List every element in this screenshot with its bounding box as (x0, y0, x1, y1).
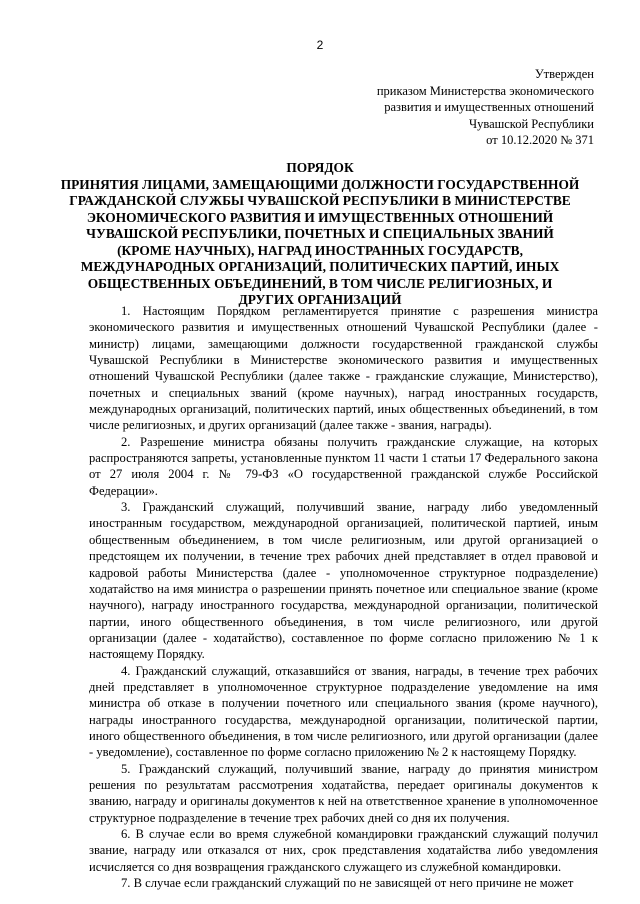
paragraph-7: 7. В случае если гражданский служащий по не зависящей от него причине не может (121, 876, 574, 891)
paragraph-1: 1. Настоящим Порядком регламентируется принятие с разрешения министра экономического развития и имущественных отношений Чувашской Республики (далее - министр) лицами, замещающими должности государственной гражданской службы Чувашской Республики в Министерстве экономического развития и имущественных отношений Чувашской Республики (далее также - гражданские служащие, Министерство), почетных и специальных званий (кроме научных), наград иностранных государств, международных организаций, политических партий, иных общественных объединений, в том числе религиозных, и других организаций (далее также - звания, награды). (89, 304, 598, 433)
title-line: ПОРЯДОК (286, 160, 354, 175)
title-line: ПРИНЯТИЯ ЛИЦАМИ, ЗАМЕЩАЮЩИМИ ДОЛЖНОСТИ ГОСУДАРСТВЕННОЙ (60, 176, 580, 192)
approval-line: Утвержден (534, 67, 594, 81)
paragraph-6: 6. В случае если во время служебной командировки гражданский служащий получил звание, награду или отказался от них, срок представления ходатайства либо уведомления исчисляется со дня возвращения гражданского служащего из служебной командировки. (89, 827, 598, 874)
document-body (89, 303, 598, 891)
title-line: ДРУГИХ ОРГАНИЗАЦИЙ (238, 292, 402, 307)
paragraph-3: 3. Гражданский служащий, получивший звание, награду либо уведомленный иностранным государством, международной организацией, политической партией, иным общественным объединением, в том числе религиозным, или другой организацией о предстоящем их получении, в течение трех рабочих дней представляет в отдел правовой и кадровой работы Министерства (далее - уполномоченное структурное подразделение) ходатайство на имя министра о разрешении принять почетное или специальное звание (кроме научного), награду иностранного государства, международной организации, политической партии, иного общественного объединения, в том числе религиозного, или другой организации (далее - ходатайство), составленное по форме согласно приложению № 1 к настоящему Порядку. (89, 500, 598, 662)
title-line: ГРАЖДАНСКОЙ СЛУЖБЫ ЧУВАШСКОЙ РЕСПУБЛИКИ В МИНИСТЕРСТВЕ (69, 193, 571, 208)
title-line: (КРОМЕ НАУЧНЫХ), НАГРАД ИНОСТРАННЫХ ГОСУДАРСТВ, (117, 242, 523, 258)
paragraph-2: 2. Разрешение министра обязаны получить гражданские служащие, на которых распространяются запреты, установленные пунктом 11 части 1 статьи 17 Федерального закона от 27 июля 2004 г. № 79-ФЗ «О государственной гражданской службе Российской Федерации». (89, 434, 598, 498)
approval-line: Чувашской Республики (468, 116, 594, 131)
approval-stamp (294, 66, 594, 149)
approval-line: приказом Министерства экономического (376, 83, 594, 98)
paragraph-5: 5. Гражданский служащий, получивший звание, награду до принятия министром решения по результатам рассмотрения ходатайства, передает оригиналы документов к званию, награду и оригиналы документов к ней на ответственное хранение в уполномоченное структурное подразделение в течение трех рабочих дней со дня их получения. (89, 761, 598, 825)
title-line: МЕЖДУНАРОДНЫХ ОРГАНИЗАЦИЙ, ПОЛИТИЧЕСКИХ ПАРТИЙ, ИНЫХ (80, 259, 560, 274)
title-line: ЧУВАШСКОЙ РЕСПУБЛИКИ, ПОЧЕТНЫХ И СПЕЦИАЛЬНЫХ ЗВАНИЙ (86, 226, 554, 241)
approval-line: от 10.12.2020 № 371 (486, 133, 594, 148)
document-title (60, 160, 580, 309)
approval-line: развития и имущественных отношений (384, 100, 594, 115)
paragraph-4: 4. Гражданский служащий, отказавшийся от звания, награды, в течение трех рабочих дней представляет в уполномоченное структурное подразделение уведомление на имя министра об отказе в получении почетного или специального звания (кроме научного), награды иностранного государства, международной организации, политической партии, иного общественного объединения, в том числе религиозного, или другой организации (далее - уведомление), составленное по форме согласно приложению № 2 к настоящему Порядку. (89, 663, 598, 760)
title-line: ОБЩЕСТВЕННЫХ ОБЪЕДИНЕНИЙ, В ТОМ ЧИСЛЕ РЕЛИГИОЗНЫХ, И (87, 275, 553, 291)
page-number: 2 (316, 38, 324, 52)
title-line: ЭКОНОМИЧЕСКОГО РАЗВИТИЯ И ИМУЩЕСТВЕННЫХ ОТНОШЕНИЙ (86, 209, 554, 225)
